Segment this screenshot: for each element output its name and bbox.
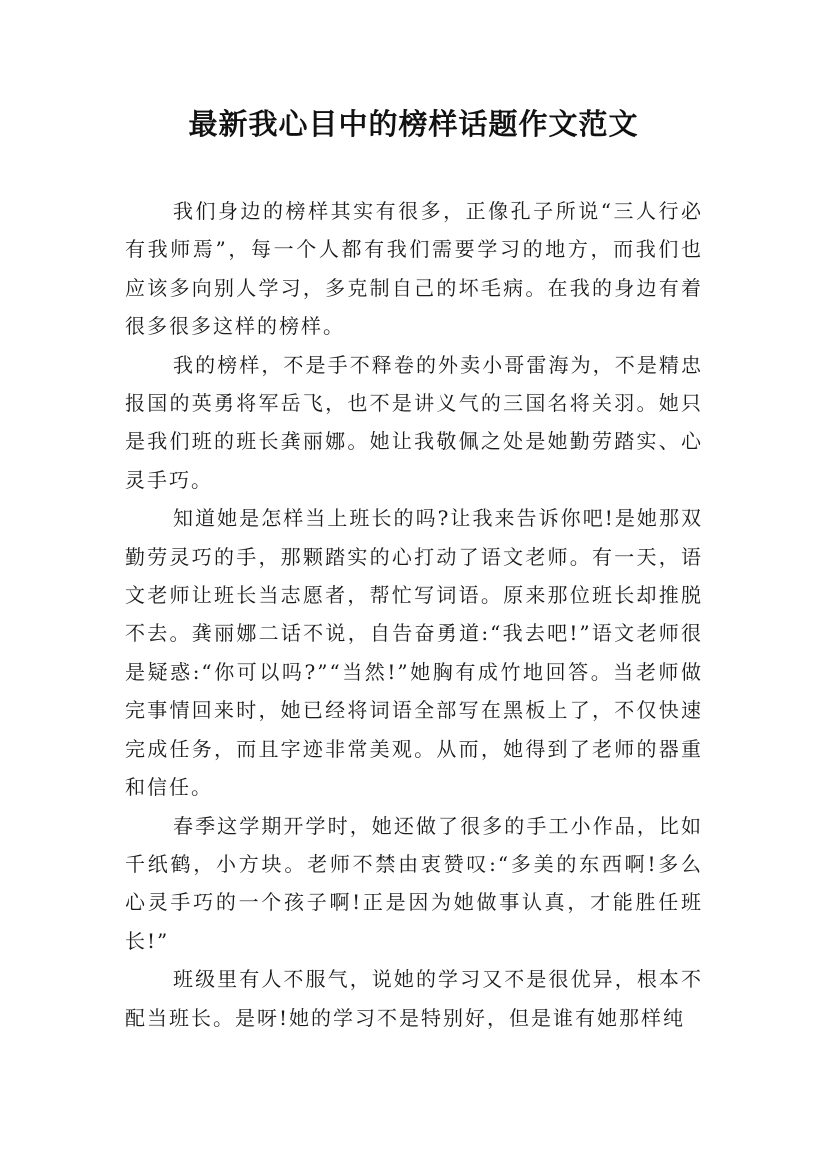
- paragraph: 班级里有人不服气，说她的学习又不是很优异，根本不配当班长。是呀!她的学习不是特别好，但是谁有她那样纯: [125, 967, 703, 1030]
- document-body: [125, 192, 703, 1037]
- paragraph: 我的榜样，不是手不释卷的外卖小哥雷海为，不是精忠报国的英勇将军岳飞，也不是讲义气的三国名将关羽。她只是我们班的班长龚丽娜。她让我敬佩之处是她勤劳踏实、心灵手巧。: [125, 352, 703, 492]
- paragraph: 我们身边的榜样其实有很多，正像孔子所说“三人行必有我师焉”，每一个人都有我们需要学习的地方，而我们也应该多向别人学习，多克制自己的坏毛病。在我的身边有着很多很多这样的榜样。: [125, 199, 703, 339]
- paragraph: 春季这学期开学时，她还做了很多的手工小作品，比如千纸鹤，小方块。老师不禁由衷赞叹:“多美的东西啊!多么心灵手巧的一个孩子啊!正是因为她做事认真，才能胜任班长!”: [125, 813, 703, 953]
- document-title: 最新我心目中的榜样话题作文范文: [188, 107, 639, 141]
- paragraph: 知道她是怎样当上班长的吗?让我来告诉你吧!是她那双勤劳灵巧的手，那颗踏实的心打动了语文老师。有一天，语文老师让班长当志愿者，帮忙写词语。原来那位班长却推脱不去。龚丽娜二话不说，自告奋勇道:“我去吧!”语文老师很是疑惑:“你可以吗?”“当然!”她胸有成竹地回答。当老师做完事情回来时，她已经将词语全部写在黑板上了，不仅快速完成任务，而且字迹非常美观。从而，她得到了老师的器重和信任。: [125, 506, 703, 800]
